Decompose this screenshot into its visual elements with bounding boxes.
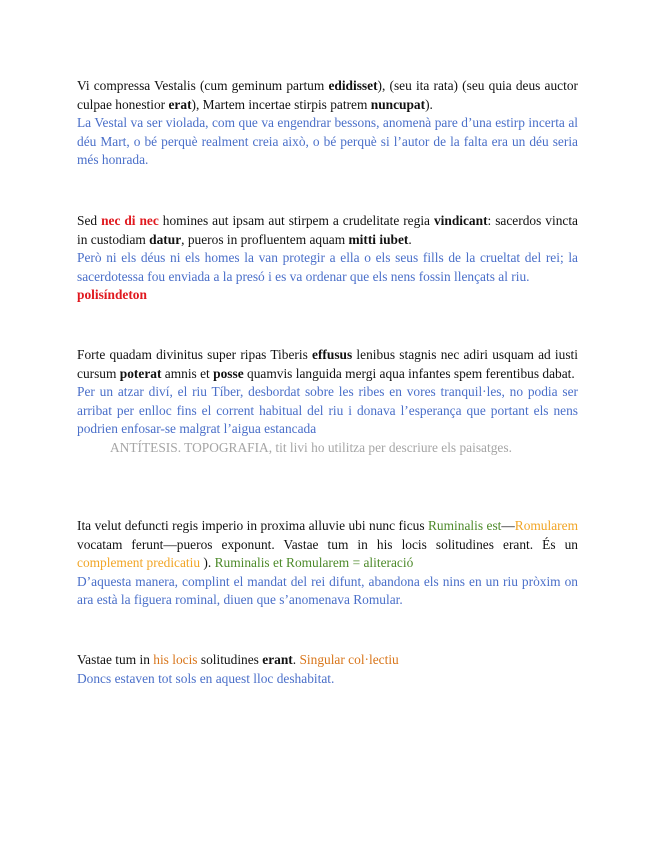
text-span: vocatam ferunt—pueros exponunt. Vastae tum in his locis solitudines erant. És un: [77, 536, 578, 552]
bold-verb: mitti iubet: [348, 231, 409, 247]
text-span: .: [408, 231, 412, 247]
text-span: .: [292, 652, 300, 667]
catalan-translation-2: Però ni els déus ni els homes la van protegir a ella o els seus fills de la crueltat del rei; la sacerdotessa fou enviada a la presó i es va ordenar que els nens fossin llençats al riu.: [77, 250, 578, 284]
latin-text-1: [77, 77, 578, 114]
highlight-polysyndeton: nec di nec: [101, 213, 159, 228]
text-span: Forte quadam divinitus super ripas Tiberis: [77, 347, 313, 362]
text-span: ).: [425, 96, 433, 112]
note-antithesis: ANTÍTESIS. TOPOGRAFIA, tit livi ho utilitza per descriure els paisatges.: [110, 439, 512, 455]
highlight-predicative: complement predicatiu: [77, 555, 201, 570]
bold-verb: datur: [149, 231, 182, 247]
catalan-translation-1: La Vestal va ser violada, com que va engendrar bessons, anomenà pare d’una estirp incerta al déu Mart, o bé perquè realment creia això, o bé perquè si l’autor de la falta era un déu seria més honrada.: [77, 115, 578, 167]
text-span: Ita velut defuncti regis imperio in proxima alluvie ubi nunc ficus: [77, 518, 428, 533]
bold-verb: edidisset: [328, 78, 378, 93]
text-span: homines aut ipsam aut stirpem a crudelitate regia: [158, 213, 434, 228]
bold-verb: poterat: [119, 365, 162, 381]
text-span: Sed: [77, 213, 102, 228]
text-span: solitudines: [197, 652, 263, 667]
text-span: ).: [200, 555, 215, 570]
text-span: —: [501, 518, 515, 533]
text-span: ), Martem incertae stirpis patrem: [191, 96, 371, 112]
paragraph-1: [77, 77, 578, 170]
paragraph-3: [77, 346, 578, 457]
note-polysyndeton: polisíndeton: [77, 287, 147, 302]
latin-text-4: [77, 517, 578, 573]
text-span: Vi compressa Vestalis (cum geminum partum: [77, 78, 329, 93]
text-span: Vastae tum in: [77, 652, 154, 667]
note-alliteration: Ruminalis et Romularem = aliteració: [214, 555, 414, 570]
paragraph-4: [77, 517, 578, 610]
paragraph-2: [77, 212, 578, 305]
latin-text-3: [77, 346, 578, 383]
paragraph-5: [77, 651, 578, 688]
highlight-his-locis: his locis: [153, 652, 198, 667]
bold-verb: vindicant: [433, 213, 488, 228]
highlight-romularem: Romularem: [514, 518, 578, 533]
text-span: quamvis languida mergi aqua infantes spem ferentibus dabat.: [243, 365, 575, 381]
bold-verb: effusus: [312, 347, 353, 362]
catalan-translation-4: D’aquesta manera, complint el mandat del rei difunt, abandona els nins en un riu pròxim on ara està la figuera rominal, diuen que s’anomenava Romular.: [77, 573, 578, 607]
catalan-translation-3: Per un atzar diví, el riu Tíber, desbordat sobre les ribes en vores tranquil·les, no podia ser arribat per enlloc fins el corrent habitual del riu i donava l’esperança que portant els nens podrien enfosar-se malgrat l’aigua estancada: [77, 384, 578, 436]
catalan-translation-5: Doncs estaven tot sols en aquest lloc deshabitat.: [77, 670, 335, 686]
bold-verb: posse: [213, 365, 244, 381]
text-span: lenibus stagnis nec adiri usquam ad iusti cursum: [77, 347, 578, 381]
text-span: ), (seu ita rata) (seu quia deus auctor culpae honestior: [77, 78, 578, 112]
text-span: : sacerdos vincta in custodiam: [77, 213, 578, 247]
latin-text-5: [77, 651, 578, 670]
bold-verb: erant: [262, 652, 293, 667]
highlight-ruminalis: Ruminalis est: [428, 518, 502, 533]
bold-verb: erat: [168, 96, 192, 112]
note-collective-singular: Singular col·lectiu: [299, 652, 399, 667]
bold-verb: nuncupat: [370, 96, 426, 112]
latin-text-2: [77, 212, 578, 249]
text-span: amnis et: [161, 365, 214, 381]
text-span: , pueros in profluentem aquam: [181, 231, 349, 247]
